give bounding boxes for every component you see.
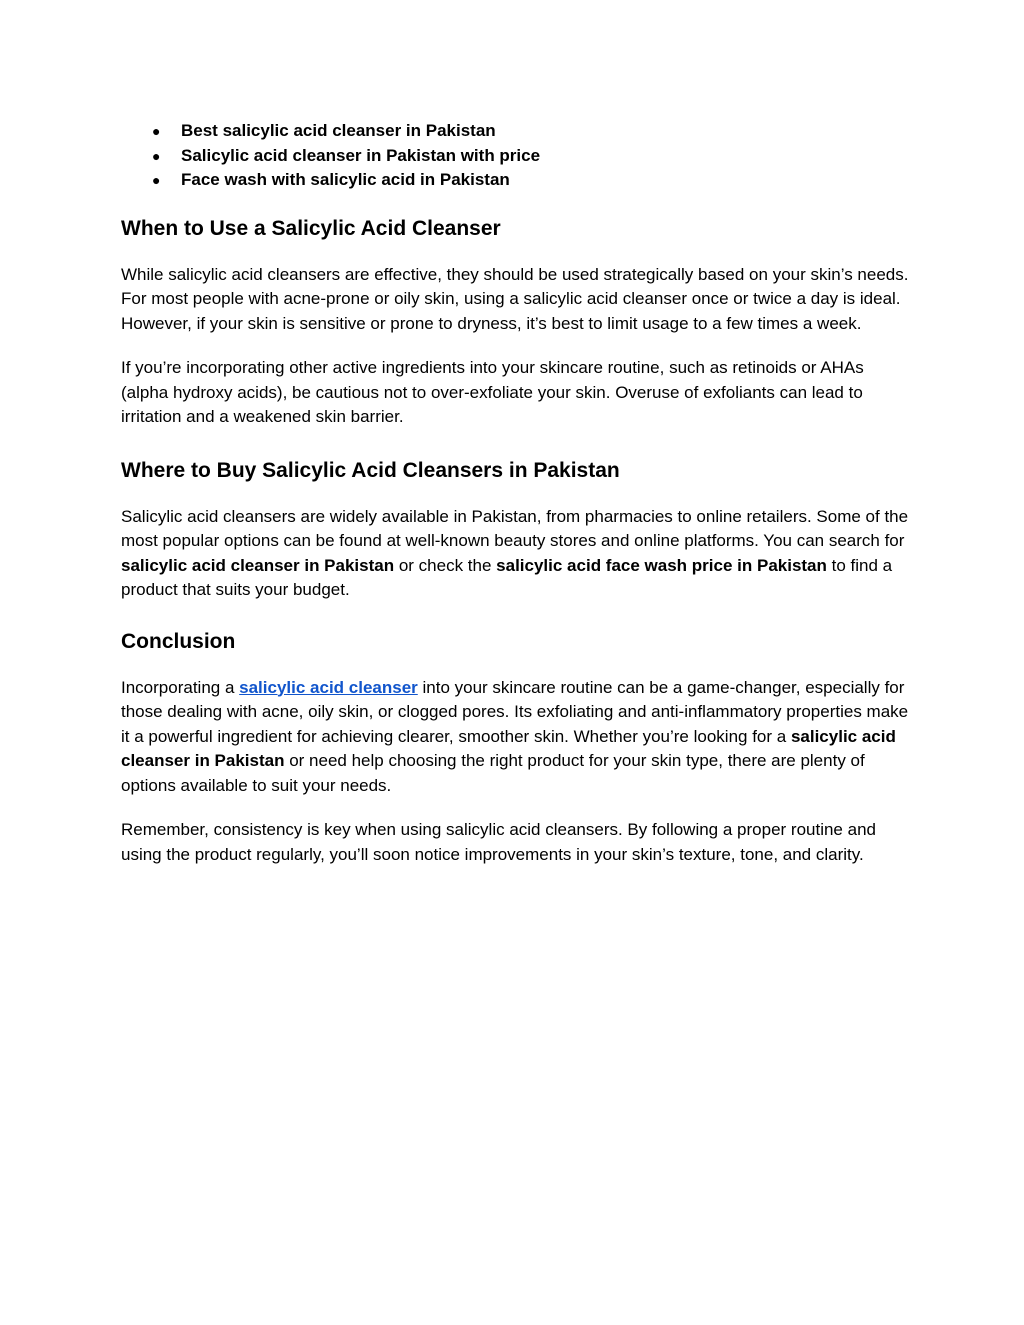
heading-where-to-buy: Where to Buy Salicylic Acid Cleansers in Pakistan (121, 458, 620, 482)
keyword-bullet-list (121, 119, 911, 193)
heading-when-to-use: When to Use a Salicylic Acid Cleanser (121, 216, 501, 240)
bold-keyword: salicylic acid face wash price in Pakistan (496, 555, 827, 575)
paragraph-conclusion (121, 676, 911, 799)
text-run: to find a product that suits your budget. (121, 555, 893, 599)
bullet-text: Face wash with salicylic acid in Pakistan (181, 170, 510, 189)
text-run: or check the (394, 555, 497, 575)
text-run: into your skincare routine can be a game-changer, especially for those dealing with acne, oily skin, or clogged pores. Its exfoliating and anti-inflammatory properties make it a powerful ingredient for achieving clearer, smoother skin. Whether you’re looking for a (121, 677, 909, 746)
document-page (121, 119, 911, 867)
text-run: Incorporating a (121, 677, 240, 697)
bullet-dot-icon: ● (152, 147, 161, 164)
bullet-text: Best salicylic acid cleanser in Pakistan (181, 121, 496, 140)
salicylic-acid-cleanser-link[interactable]: salicylic acid cleanser (239, 677, 418, 697)
paragraph-when-caution: If you’re incorporating other active ingredients into your skincare routine, such as retinoids or AHAs (alpha hydroxy acids), be cautious not to over-exfoliate your skin. Overuse of exfoliants can lead to irritation and a weakened skin barrier. (121, 358, 864, 426)
bullet-dot-icon: ● (152, 123, 161, 139)
bold-keyword: salicylic acid cleanser in Pakistan (121, 726, 896, 770)
bullet-item (121, 144, 911, 169)
text-run: Salicylic acid cleansers are widely available in Pakistan, from pharmacies to online retailers. Some of the most popular options can be found at well-known beauty stores and online platforms. You can search for (121, 506, 909, 550)
bold-keyword: salicylic acid cleanser in Pakistan (121, 555, 395, 575)
bullet-dot-icon: ● (152, 172, 161, 188)
bullet-item (121, 168, 911, 193)
paragraph-when-usage: While salicylic acid cleansers are effective, they should be used strategically based on your skin’s needs. For most people with acne-prone or oily skin, using a salicylic acid cleanser once or twice a day is ideal. However, if your skin is sensitive or prone to dryness, it’s best to limit usage to a few times a week. (121, 264, 909, 333)
paragraph-consistency: Remember, consistency is key when using salicylic acid cleansers. By following a proper routine and using the product regularly, you’ll soon notice improvements in your skin’s texture, tone, and clarity. (121, 820, 876, 864)
text-run: or need help choosing the right product for your skin type, there are plenty of options available to suit your needs. (121, 751, 865, 795)
bullet-text: Salicylic acid cleanser in Pakistan with price (181, 145, 541, 165)
bullet-item (121, 119, 911, 144)
heading-conclusion: Conclusion (121, 629, 236, 653)
paragraph-where-to-buy (121, 505, 911, 603)
